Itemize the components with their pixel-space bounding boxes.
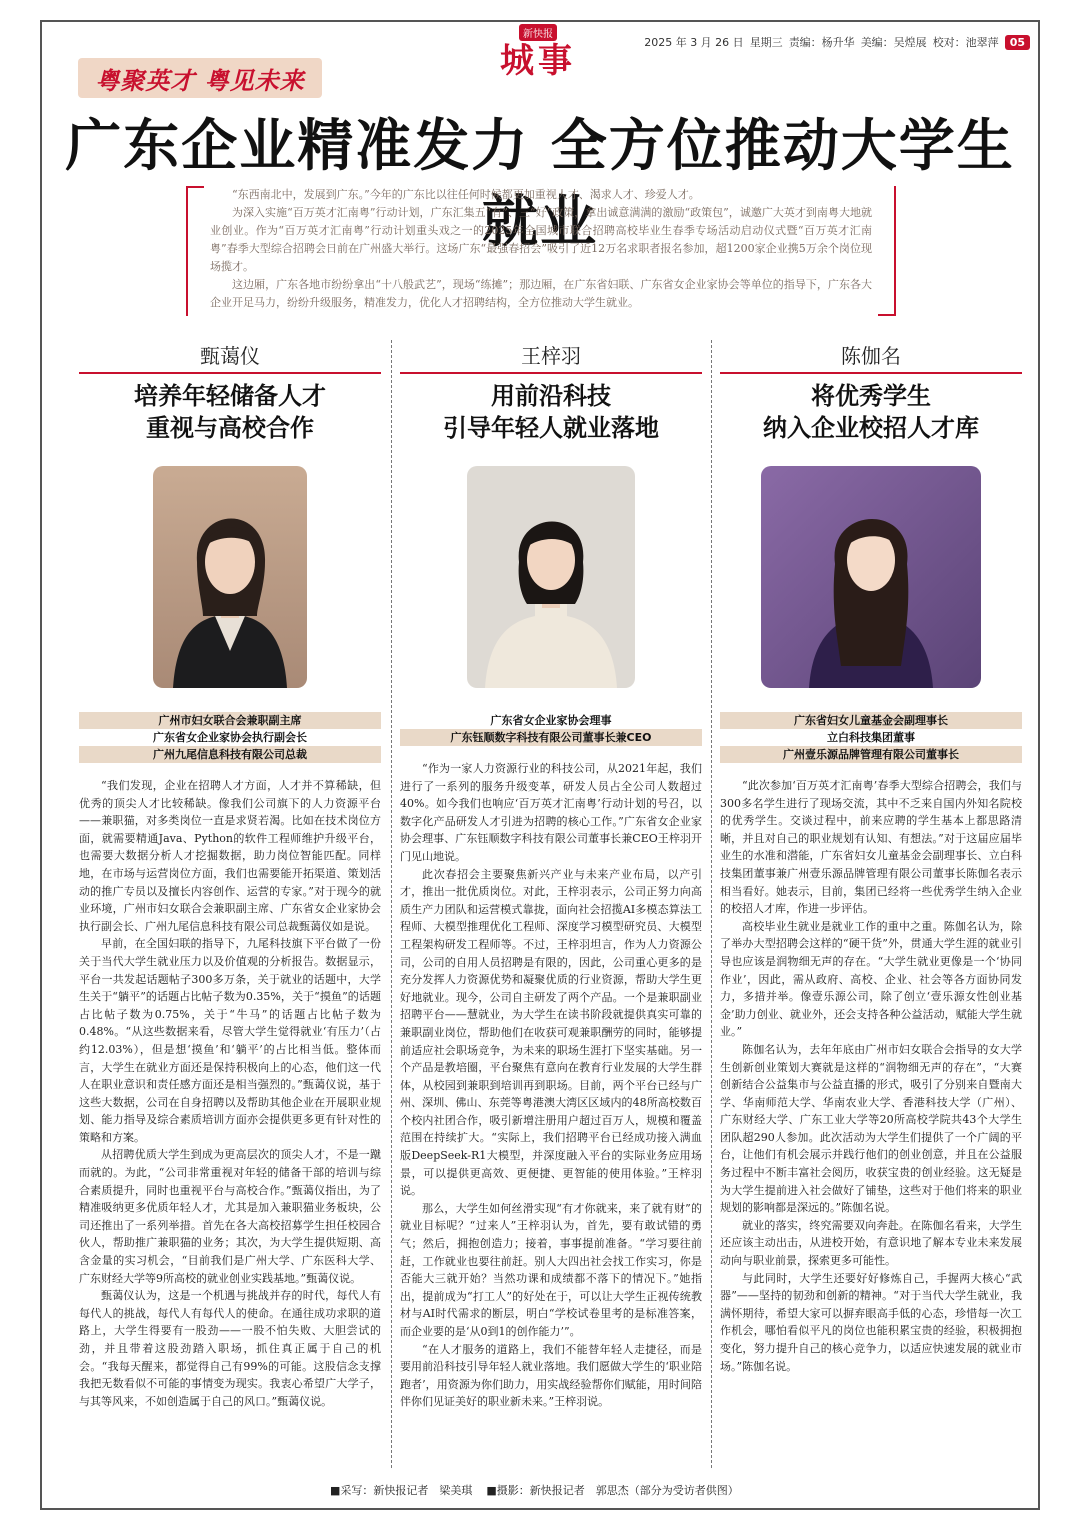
- byline: [330, 1482, 739, 1498]
- body-paragraph: “在人才服务的道路上，我们不能替年轻人走捷径，而是要用前沿科技引导年轻人就业落地。我们愿做大学生的‘职业陪跑者’，用资源为你们助力，用实战经验帮你们赋能，用时间陪伴你们见证美好的职业新未来。”王梓羽说。: [400, 1342, 702, 1409]
- subheadline-line: 重视与高校合作: [146, 413, 314, 442]
- profile-name: 甄蔼仪: [192, 344, 268, 368]
- intro-box: [186, 186, 896, 316]
- issue-weekday: 星期三: [749, 36, 783, 49]
- profile-title-line: 立白科技集团董事: [827, 731, 915, 744]
- masthead-meta: [644, 34, 1030, 50]
- profile-name-bar: [720, 340, 1022, 374]
- issue-date: 2025 年 3 月 26 日: [644, 36, 744, 49]
- body-paragraph: “此次参加‘百万英才汇南粤’春季大型综合招聘会，我们与300多名学生进行了现场交流，其中不乏来自国内外知名院校的优秀学生。交谈过程中，前来应聘的学生基本上都思路清晰，并且对自己的职业规划有认知、有想法。”对于这届应届毕业生的水准和潜能，广东省妇女儿童基金会副理事长、立白科技集团董事兼广州壹乐源品牌管理有限公司董事长陈伽名表示相当看好。她表示，目前，集团已经将一些优秀学生纳入企业的校招人才库，作进一步评估。: [720, 779, 1022, 916]
- page-headline: 广东企业精准发力 全方位推动大学生就业: [65, 113, 1015, 255]
- profile-name-bar: [400, 340, 702, 374]
- article-body: [79, 777, 381, 1410]
- intro-paragraph: 为深入实施“百万英才汇南粤”行动计划，广东汇集五“有”、三“好”政策，拿出诚意满满的激励“政策包”，诚邀广大英才到南粤大地就业创业。作为“百万英才汇南粤”行动计划重头戏之一的2025年全国城市联合招聘高校毕业生春季专场活动启动仪式暨“百万英才汇南粤”春季大型综合招聘会日前在广州盛大举行。这场广东“最强春招会”吸引了近12万名求职者报名参加，超1200家企业携5万余个岗位现场揽才。: [210, 206, 872, 273]
- body-paragraph: 此次春招会主要聚焦新兴产业与未来产业布局，以产引才，推出一批优质岗位。对此，王梓羽表示，公司正努力向高质生产力团队和运营模式靠拢，面向社会招揽AI多模态算法工程师、大模型推理优化工程师、深度学习模型研究员、大模型工程架构研发工程师等。不过，王梓羽坦言，作为人力资源公司，公司的自用人员招聘是有限的，因此，公司重心更多的是充分发挥人力资源优势和凝聚优质的行业资源，帮助大学生更好地就业。现今，公司自主研发了两个产品。一个是兼职副业招聘平台——慧就业，为大学生在读书阶段就提供真实可靠的兼职副业岗位，帮助他们在收获可观兼职酬劳的同时，能够提前适应社会职场竞争，为未来的职场生涯打下坚实基础。另一个产品是教培圈，平台聚焦有意向在教育行业发展的大学生群体，从校园到兼职到培训再到职场。目前，两个平台已经与广州、深圳、佛山、东莞等粤港澳大湾区区域内的48所高校数百个校内社团合作，吸引新增注册用户超过百万人，规模和覆盖范围在持续扩大。“实际上，我们招聘平台已经成功接入满血版DeepSeek-R1大模型，并深度融入平台的实际业务应用场景，可以提供更高效、更便捷、更智能的使用体验。”王梓羽说。: [400, 867, 702, 1198]
- profile-title-line: 广东省妇女儿童基金会副理事长: [720, 712, 1022, 729]
- section-title: 城事: [500, 41, 576, 81]
- profile-titles: [720, 712, 1022, 763]
- profile-column-1: [79, 340, 381, 1410]
- page-number: 05: [1005, 35, 1030, 50]
- photo-credit: ■摄影：新快报记者 郭思杰（部分为受访者供图）: [486, 1484, 739, 1497]
- profile-name: 王梓羽: [513, 344, 589, 368]
- profile-title-line: 广东钰顺数字科技有限公司董事长兼CEO: [400, 729, 702, 746]
- subheadline-line: 用前沿科技: [491, 381, 611, 410]
- body-paragraph: 甄蔼仪认为，这是一个机遇与挑战并存的时代，每代人有每代人的挑战，每代人有每代人的使命。在通往成功求职的道路上，大学生得要有一股劲——一股不怕失败、大胆尝试的劲，并且带着这股劲踏入职场，抓住真正属于自己的机会。“我每天醒来，都觉得自己有99%的可能。这股信念支撑我把无数看似不可能的事情变为现实。我衷心希望广大学子，与其等风来，不如创造属于自己的风口。”甄蔼仪说。: [79, 1289, 381, 1408]
- profile-titles: [79, 712, 381, 763]
- article-body: [720, 777, 1022, 1375]
- body-paragraph: 就业的落实，终究需要双向奔赴。在陈伽名看来，大学生还应该主动出击，从进校开始，有意识地了解本专业未来发展动向与职业前景，探索更多可能性。: [720, 1218, 1022, 1268]
- subheadline-line: 将优秀学生: [811, 381, 931, 410]
- column-divider: [711, 340, 712, 1468]
- column-divider: [391, 340, 392, 1468]
- body-paragraph: 早前，在全国妇联的指导下，九尾科技旗下平台做了一份关于当代大学生就业压力以及价值观的分析报告。数据显示，平台一共发起话题帖子300多万条，关于就业的话题中，大学生关于“躺平”的话题占比帖子数为0.35%，关于“摸鱼”的话题占比帖子数为0.75%，关于“牛马”的话题占比帖子数为0.48%。“从这些数据来看，尽管大学生觉得就业‘有压力’（占约12.03%），但是想‘摸鱼’和‘躺平’的占比相当低。整体而言，大学生在就业方面还是保持积极向上的心态，他们这一代人在职业意识和责任感方面还是相当强烈的。”甄蔼仪说，基于这些大数据，公司在自身招聘以及帮助其他企业在开展职业规划、能力指导及综合素质培训方面亦会提供更多更有针对性的策略和方案。: [79, 937, 381, 1144]
- article-body: [400, 760, 702, 1411]
- subheadline-line: 引导年轻人就业落地: [443, 413, 659, 442]
- intro-paragraph: “东西南北中，发展到广东。”今年的广东比以往任何时候都更加重视人才、渴求人才、珍爱人才。: [232, 188, 700, 201]
- writer-credit: ■采写：新快报记者 梁美琪: [330, 1484, 473, 1497]
- profile-column-2: [400, 340, 702, 1411]
- designer-credit: 美编：吴煌展: [860, 36, 927, 49]
- profile-subheadline: [79, 380, 381, 444]
- body-paragraph: 从招聘优质大学生到成为更高层次的顶尖人才，不是一蹴而就的。为此，“公司非常重视对年轻的储备干部的培训与综合素质提升，同时也重视平台与高校合作。”甄蔼仪指出，为了精准吸纳更多优质年轻人才，尤其是加入兼职猫业务板块，公司还推出了一系列举措。首先在各大高校招募学生担任校园合伙人，帮助推广兼职猫的业务；其次，为大学生提供短期、高含金量的实习机会，“目前我们是广州大学、广东医科大学、广东财经大学等9所高校的就业创业实践基地。”甄蔼仪说。: [79, 1148, 381, 1285]
- portrait-photo: [467, 466, 635, 688]
- profile-name: 陈伽名: [833, 344, 909, 368]
- profile-name-bar: [79, 340, 381, 374]
- profile-subheadline: [720, 380, 1022, 444]
- body-paragraph: 那么，大学生如何丝滑实现“有才你就来，来了就有财”的就业目标呢？“过来人”王梓羽认为，首先，要有敢试错的勇气；然后，拥抱创造力；接着，事事提前准备。“学习要往前赶，工作就业也要往前赶。别人大四出社会找工作实习，你是否能大三就开始？当然功课和成绩都不落下的情况下。”她指出，提前成为“打工人”的好处在于，可以让大学生正视传统教材与AI时代需求的断层，明白“学校试卷里考的是标准答案，而企业要的是‘从0到1的创作能力’”。: [400, 1201, 702, 1338]
- profile-title-line: 广东省女企业家协会理事: [490, 714, 612, 727]
- profile-title-line: 广州市妇女联合会兼职副主席: [79, 712, 381, 729]
- portrait-photo: [761, 466, 981, 688]
- subheadline-line: 纳入企业校招人才库: [763, 413, 979, 442]
- body-paragraph: 高校毕业生就业是就业工作的重中之重。陈伽名认为，除了举办大型招聘会这样的“硬干货”外，贯通大学生涯的就业引导也应该是润物细无声的存在。“大学生就业更像是一个‘协同作业’，因此，需从政府、高校、企业、社会等各方面协同发力，多措并举。像壹乐源公司，除了创立‘壹乐源女性创业基金’助力创业、就业外，还会支持各种公益活动，赋能大学生就业。”: [720, 919, 1022, 1039]
- profile-title-line: 广州壹乐源品牌管理有限公司董事长: [720, 746, 1022, 763]
- profile-title-line: 广东省女企业家协会执行副会长: [153, 731, 307, 744]
- intro-paragraph: 这边厢，广东各地市纷纷拿出“十八般武艺”，现场“练摊”；那边厢，在广东省妇联、广东省女企业家协会等单位的指导下，广东各大企业开足马力，纷纷升级服务，精准发力，优化人才招聘结构，全方位推动大学生就业。: [210, 278, 872, 309]
- profile-title-line: 广州九尾信息科技有限公司总裁: [79, 746, 381, 763]
- body-paragraph: “我们发现，企业在招聘人才方面，人才并不算稀缺，但优秀的顶尖人才比较稀缺。像我们公司旗下的人力资源平台——兼职猫，对多类岗位一直是求贤若渴。比如在技术岗位方面，就需要精通Java、Python的软件工程师维护升级平台，也需要大数据分析人才挖掘数据，助力岗位智能匹配。同样地，在市场与运营岗位方面，我们也需要能开拓渠道、策划活动的推广专员以及擅长内容创作、运营的专家。”对于现今的就业环境，广州市妇女联合会兼职副主席、广东省女企业家协会执行副会长、广州九尾信息科技有限公司总裁甄蔼仪如是说。: [79, 779, 381, 933]
- subheadline-line: 培养年轻储备人才: [134, 381, 326, 410]
- body-paragraph: 与此同时，大学生还要好好修炼自己，手握两大核心“武器”——坚持的韧劲和创新的精神。“对于当代大学生就业，我满怀期待，希望大家可以摒弃眼高手低的心态，珍惜每一次工作机会，哪怕看似平凡的岗位也能积累宝贵的经验，积极拥抱变化，努力提升自己的核心竞争力，以适应快速发展的就业市场。”陈伽名说。: [720, 1271, 1022, 1373]
- body-paragraph: 陈伽名认为，去年年底由广州市妇女联合会指导的女大学生创新创业策划大赛就是这样的“润物细无声的存在”，“大赛创新结合公益集市与公益直播的形式，吸引了分别来自暨南大学、华南师范大学、华南农业大学、香港科技大学（广州）、广东财经大学、广东工业大学等20所高校学院共43个大学生团队超290人参加。此次活动为大学生们提供了一个广阔的平台，让他们有机会展示并践行他们的创业创意，并且在公益服务过程中不断丰富社会阅历，收获宝贵的创业经验。这无疑是为大学生提前进入社会做好了铺垫，这些对于他们将来的职业规划的影响都是深远的。”陈伽名说。: [720, 1042, 1022, 1215]
- editor-credit: 责编：杨升华: [788, 36, 855, 49]
- newspaper-logo: 新快报: [519, 24, 557, 41]
- body-paragraph: “作为一家人力资源行业的科技公司，从2021年起，我们进行了一系列的服务升级变革，研发人员占全公司人数超过40%。如今我们也响应‘百万英才汇南粤’行动计划的号召，以数字化产品研发人才引进为招聘的核心工作。”广东省女企业家协会理事、广东钰顺数字科技有限公司董事长兼CEO王梓羽开门见山地说。: [400, 762, 702, 863]
- profile-subheadline: [400, 380, 702, 444]
- profile-titles: [400, 712, 702, 746]
- section-masthead: [498, 22, 578, 81]
- profile-column-3: [720, 340, 1022, 1375]
- portrait-photo: [153, 466, 307, 688]
- proofreader-credit: 校对：池翠萍: [932, 36, 999, 49]
- campaign-slogan: 粤聚英才 粤见未来: [78, 58, 322, 98]
